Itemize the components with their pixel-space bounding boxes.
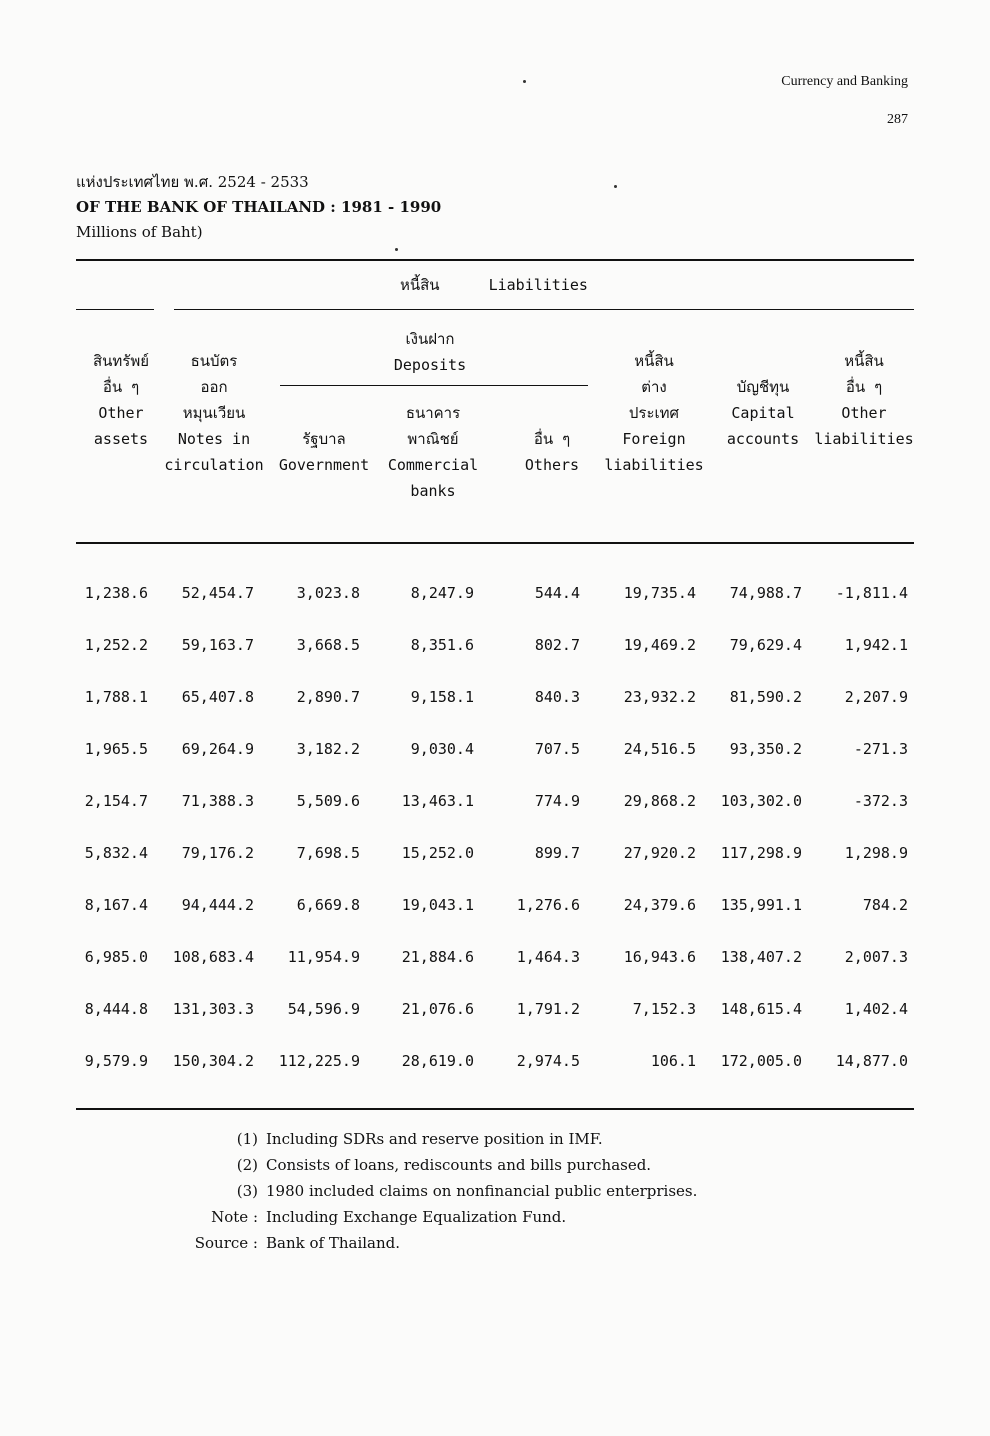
table-cell: 774.9 (534, 792, 580, 810)
footnote-2 (178, 1152, 697, 1178)
table-cell: 1,965.5 (84, 740, 148, 758)
table-cell: 108,683.4 (172, 948, 254, 966)
deposits-rule (280, 385, 588, 386)
table-cell: 2,974.5 (516, 1052, 580, 1070)
table-cell: 59,163.7 (181, 636, 254, 654)
liabilities-header (400, 272, 630, 298)
header-line: สินทรัพย์ (92, 352, 150, 370)
table-cell: 150,304.2 (172, 1052, 254, 1070)
col-header-others (512, 426, 592, 478)
col-header-government (274, 426, 374, 478)
table-cell: 138,407.2 (720, 948, 802, 966)
table-cell: 1,238.6 (84, 584, 148, 602)
note (178, 1204, 697, 1230)
deposits-th: เงินฝาก (405, 330, 455, 348)
table-cell: 21,076.6 (401, 1000, 474, 1018)
table-cell: 5,832.4 (84, 844, 148, 862)
footnote-key: (2) (236, 1156, 258, 1174)
table-cell: 19,735.4 (623, 584, 696, 602)
header-line: หนี้สิน (634, 352, 674, 370)
table-cell: 8,444.8 (84, 1000, 148, 1018)
header-line: หนี้สิน (844, 352, 884, 370)
table-cell: 1,252.2 (84, 636, 148, 654)
footnote-key: (3) (236, 1182, 258, 1200)
table-cell: 117,298.9 (720, 844, 802, 862)
header-line: Notes in (177, 430, 251, 448)
col-header-capital-accounts (718, 374, 808, 452)
table-cell: 1,942.1 (844, 636, 908, 654)
col-header-foreign-liabilities (600, 348, 708, 478)
table-cell: 784.2 (862, 896, 908, 914)
table-bottom-rule (76, 1108, 914, 1110)
deposits-en: Deposits (393, 356, 467, 374)
table-cell: 148,615.4 (720, 1000, 802, 1018)
header-line: Others (524, 456, 580, 474)
table-cell: 54,596.9 (287, 1000, 360, 1018)
table-cell: 28,619.0 (401, 1052, 474, 1070)
table-cell: 2,154.7 (84, 792, 148, 810)
table-cell: 1,402.4 (844, 1000, 908, 1018)
table-cell: 2,890.7 (296, 688, 360, 706)
col-header-other-assets (76, 348, 166, 452)
table-cell: 2,207.9 (844, 688, 908, 706)
footnotes (178, 1126, 697, 1256)
table-cell: 1,791.2 (516, 1000, 580, 1018)
table-cell: 544.4 (534, 584, 580, 602)
table-cell: 24,516.5 (623, 740, 696, 758)
header-line: Government (278, 456, 370, 474)
table-cell: 8,167.4 (84, 896, 148, 914)
note-text: Including Exchange Equalization Fund. (266, 1208, 567, 1226)
header-line: ธนาคาร (405, 404, 461, 422)
table-cell: 23,932.2 (623, 688, 696, 706)
table-cell: 112,225.9 (278, 1052, 360, 1070)
table-cell: 9,158.1 (410, 688, 474, 706)
table-cell: 19,043.1 (401, 896, 474, 914)
table-cell: 93,350.2 (729, 740, 802, 758)
table-cell: 8,247.9 (410, 584, 474, 602)
table-cell: 7,698.5 (296, 844, 360, 862)
table-cell: 81,590.2 (729, 688, 802, 706)
table-cell: 69,264.9 (181, 740, 254, 758)
table-cell: 131,303.3 (172, 1000, 254, 1018)
header-line: accounts (726, 430, 800, 448)
header-line: อื่น ๆ (102, 378, 140, 396)
table-cell: 802.7 (534, 636, 580, 654)
table-cell: 103,302.0 (720, 792, 802, 810)
deposits-header (370, 326, 490, 378)
table-cell: 1,788.1 (84, 688, 148, 706)
footnote-text: Consists of loans, rediscounts and bills purchased. (266, 1156, 652, 1174)
header-line: Foreign (622, 430, 686, 448)
note-key: Note : (211, 1208, 258, 1226)
table-cell: 15,252.0 (401, 844, 474, 862)
header-line: ต่าง (641, 378, 667, 396)
header-line: Capital (731, 404, 795, 422)
table-cell: 74,988.7 (729, 584, 802, 602)
table-cell: 79,176.2 (181, 844, 254, 862)
footnote-3 (178, 1178, 697, 1204)
table-cell: 94,444.2 (181, 896, 254, 914)
table-cell: 1,276.6 (516, 896, 580, 914)
table-cell: 3,182.2 (296, 740, 360, 758)
page-number: 287 (887, 112, 908, 127)
header-line: ออก (200, 378, 228, 396)
table-cell: 52,454.7 (181, 584, 254, 602)
header-line: พาณิชย์ (407, 430, 459, 448)
speck (395, 248, 398, 251)
header-line: ธนบัตร (190, 352, 238, 370)
table-cell: 6,669.8 (296, 896, 360, 914)
top-rule (76, 259, 914, 261)
title-line-1: แห่งประเทศไทย พ.ศ. 2524 - 2533 (76, 173, 309, 191)
table-cell: 172,005.0 (720, 1052, 802, 1070)
footnote-key: (1) (236, 1130, 258, 1148)
source-text: Bank of Thailand. (266, 1234, 401, 1252)
table-cell: 16,943.6 (623, 948, 696, 966)
table-cell: 135,991.1 (720, 896, 802, 914)
table-cell: 3,668.5 (296, 636, 360, 654)
table-cell: 9,579.9 (84, 1052, 148, 1070)
running-head: Currency and Banking (781, 74, 908, 89)
liabilities-th: หนี้สิน (400, 276, 440, 294)
header-line: หมุนเวียน (182, 404, 246, 422)
header-line: Other (98, 404, 144, 422)
header-line: liabilities (814, 430, 914, 448)
header-line: อื่น ๆ (533, 430, 571, 448)
table-cell: 24,379.6 (623, 896, 696, 914)
header-line: ประเทศ (628, 404, 680, 422)
header-line: Other (841, 404, 887, 422)
col-header-other-liabilities (812, 348, 916, 452)
table-cell: 1,464.3 (516, 948, 580, 966)
liabilities-en: Liabilities (488, 276, 588, 294)
source (178, 1230, 697, 1256)
header-line: circulation (164, 456, 264, 474)
header-line: banks (410, 482, 456, 500)
header-line: assets (93, 430, 149, 448)
table-cell: 840.3 (534, 688, 580, 706)
col-header-notes (160, 348, 268, 478)
table-cell: 899.7 (534, 844, 580, 862)
table-cell: 3,023.8 (296, 584, 360, 602)
header-line: บัญชีทุน (736, 378, 790, 396)
table-cell: 707.5 (534, 740, 580, 758)
title-line-3: Millions of Baht) (76, 223, 203, 241)
footnote-text: 1980 included claims on nonfinancial public enterprises. (266, 1182, 698, 1200)
speck (614, 185, 617, 188)
table-cell: 5,509.6 (296, 792, 360, 810)
table-cell: 14,877.0 (835, 1052, 908, 1070)
footnote-1 (178, 1126, 697, 1152)
table-cell: 9,030.4 (410, 740, 474, 758)
table-cell: 106.1 (650, 1052, 696, 1070)
header-line: อื่น ๆ (845, 378, 883, 396)
table-cell: 65,407.8 (181, 688, 254, 706)
table-cell: 6,985.0 (84, 948, 148, 966)
table-cell: 21,884.6 (401, 948, 474, 966)
table-cell: -271.3 (853, 740, 908, 758)
table-cell: 27,920.2 (623, 844, 696, 862)
table-cell: 2,007.3 (844, 948, 908, 966)
table-cell: 79,629.4 (729, 636, 802, 654)
table-cell: 1,298.9 (844, 844, 908, 862)
header-line: liabilities (604, 456, 704, 474)
header-bottom-rule (76, 542, 914, 544)
table-cell: 71,388.3 (181, 792, 254, 810)
table-cell: 19,469.2 (623, 636, 696, 654)
source-key: Source : (194, 1234, 258, 1252)
table-cell: -372.3 (853, 792, 908, 810)
table-title (76, 170, 441, 245)
col-header-commercial-banks (382, 400, 484, 504)
header-line: Commercial (387, 456, 479, 474)
table-cell: 13,463.1 (401, 792, 474, 810)
speck (523, 80, 526, 83)
footnote-text: Including SDRs and reserve position in IMF. (266, 1130, 603, 1148)
table-cell: 11,954.9 (287, 948, 360, 966)
table-cell: 29,868.2 (623, 792, 696, 810)
assets-rule (76, 309, 154, 310)
table-cell: -1,811.4 (835, 584, 908, 602)
liabilities-rule (174, 309, 914, 310)
table-cell: 8,351.6 (410, 636, 474, 654)
title-line-2: OF THE BANK OF THAILAND : 1981 - 1990 (76, 198, 442, 216)
header-line: รัฐบาล (302, 430, 346, 448)
table-cell: 7,152.3 (632, 1000, 696, 1018)
